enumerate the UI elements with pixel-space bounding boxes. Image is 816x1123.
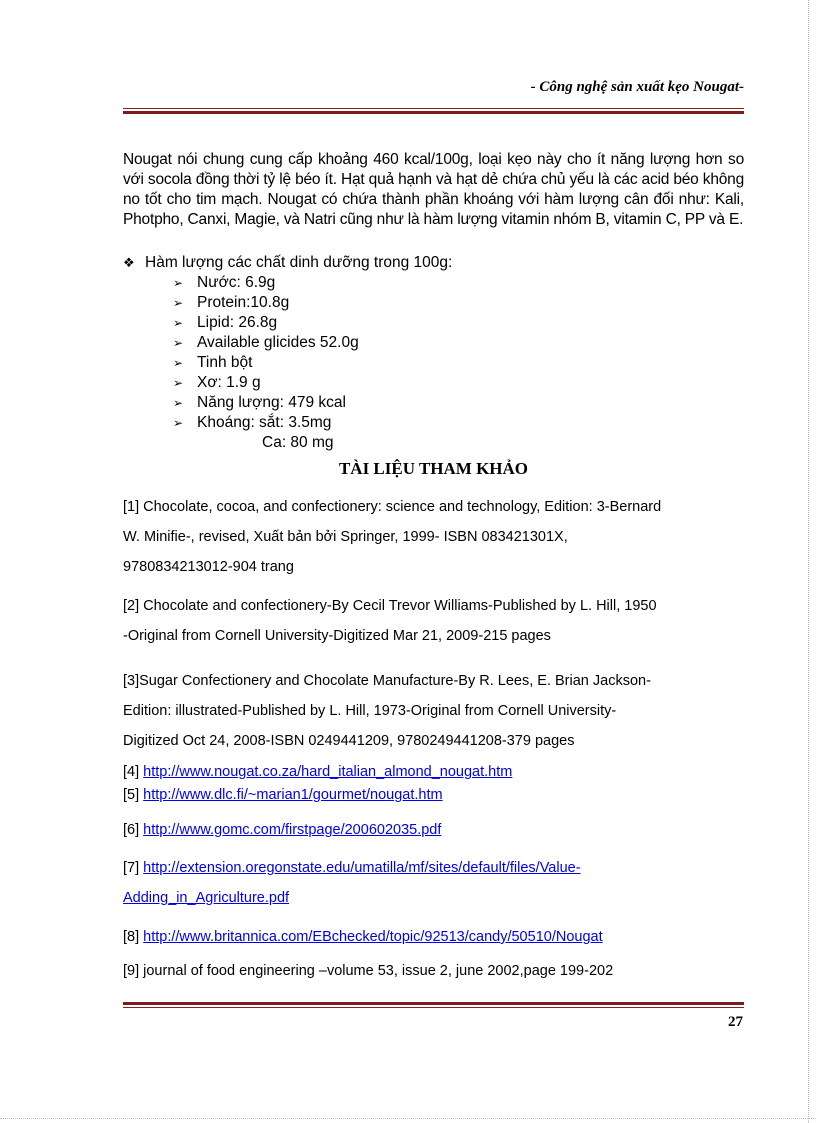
reference-7 bbox=[123, 853, 763, 913]
list-item bbox=[173, 313, 359, 333]
arrow-bullet-icon: ➢ bbox=[173, 416, 184, 430]
list-item-text: Available glicides 52.0g bbox=[197, 334, 359, 351]
header-rule bbox=[123, 108, 744, 114]
reference-4 bbox=[123, 762, 763, 782]
reference-6 bbox=[123, 820, 763, 840]
reference-1 bbox=[123, 492, 763, 582]
reference-label: [4] bbox=[123, 764, 140, 780]
reference-8 bbox=[123, 927, 763, 947]
arrow-bullet-icon: ➢ bbox=[173, 396, 184, 410]
nutrition-heading-text: Hàm lượng các chất dinh dưỡng trong 100g: bbox=[145, 254, 453, 271]
reference-2 bbox=[123, 591, 763, 651]
reference-link[interactable]: http://extension.oregonstate.edu/umatilla/mf/sites/default/files/Value- bbox=[143, 860, 581, 876]
mineral-ca: Ca: 80 mg bbox=[262, 434, 334, 451]
list-item bbox=[173, 373, 359, 393]
reference-line: W. Minifie-, revised, Xuất bản bởi Springer, 1999- ISBN 083421301X, bbox=[123, 529, 568, 545]
list-item bbox=[173, 353, 359, 373]
reference-line: Digitized Oct 24, 2008-ISBN 0249441209, 9780249441208-379 pages bbox=[123, 733, 575, 749]
reference-line: [1] Chocolate, cocoa, and confectionery: science and technology, Edition: 3-Bernard bbox=[123, 499, 662, 515]
list-item-text: Năng lượng: 479 kcal bbox=[197, 394, 346, 411]
reference-line: 9780834213012-904 trang bbox=[123, 559, 294, 575]
list-item-text: Lipid: 26.8g bbox=[197, 314, 278, 331]
arrow-bullet-icon: ➢ bbox=[173, 276, 184, 290]
page-edge-bottom bbox=[0, 1118, 816, 1119]
list-item bbox=[173, 273, 359, 293]
reference-line: [2] Chocolate and confectionery-By Cecil Trevor Williams-Published by L. Hill, 1950 bbox=[123, 598, 657, 614]
arrow-bullet-icon: ➢ bbox=[173, 296, 184, 310]
reference-link[interactable]: http://www.dlc.fi/~marian1/gourmet/nougat.htm bbox=[143, 787, 443, 803]
reference-line: -Original from Cornell University-Digitized Mar 21, 2009-215 pages bbox=[123, 628, 551, 644]
list-item-text: Tinh bột bbox=[197, 354, 253, 371]
nutrition-list bbox=[173, 273, 359, 433]
arrow-bullet-icon: ➢ bbox=[173, 316, 184, 330]
list-item bbox=[173, 293, 359, 313]
list-item bbox=[173, 333, 359, 353]
reference-link[interactable]: http://www.gomc.com/firstpage/200602035.pdf bbox=[143, 822, 442, 838]
arrow-bullet-icon: ➢ bbox=[173, 336, 184, 350]
list-item-text: Nước: 6.9g bbox=[197, 274, 276, 291]
page-number: 27 bbox=[728, 1014, 743, 1030]
reference-line: Edition: illustrated-Published by L. Hill, 1973-Original from Cornell University- bbox=[123, 703, 617, 719]
reference-label: [8] bbox=[123, 929, 140, 945]
reference-link-continued[interactable]: Adding_in_Agriculture.pdf bbox=[123, 890, 290, 906]
reference-label: [7] bbox=[123, 860, 140, 876]
list-item-text: Khoáng: sắt: 3.5mg bbox=[197, 414, 332, 431]
running-header: - Công nghệ sản xuất kẹo Nougat- bbox=[530, 79, 744, 95]
list-item bbox=[173, 413, 359, 433]
page-edge-right bbox=[808, 0, 809, 1123]
footer-rule bbox=[123, 1002, 744, 1008]
reference-5 bbox=[123, 785, 763, 805]
diamond-bullet-icon: ❖ bbox=[123, 255, 135, 270]
reference-label: [5] bbox=[123, 787, 140, 803]
reference-line: [3]Sugar Confectionery and Chocolate Manufacture-By R. Lees, E. Brian Jackson- bbox=[123, 673, 651, 689]
list-item-text: Protein:10.8g bbox=[197, 294, 290, 311]
list-item-text: Xơ: 1.9 g bbox=[197, 374, 261, 391]
arrow-bullet-icon: ➢ bbox=[173, 356, 184, 370]
reference-9: [9] journal of food engineering –volume 53, issue 2, june 2002,page 199-202 bbox=[123, 963, 614, 979]
reference-link[interactable]: http://www.nougat.co.za/hard_italian_almond_nougat.htm bbox=[143, 764, 513, 780]
nutrition-paragraph: Nougat nói chung cung cấp khoảng 460 kcal/100g, loại kẹo này cho ít năng lượng hơn so với socola đồng thời tỷ lệ béo ít. Hạt quả hạnh và hạt dẻ chứa chủ yếu là các acid béo không no tốt cho tim mạch. Nougat có chứa thành phần khoáng với hàm lượng cân đối như: Kali, Photpho, Canxi, Magie, và Natri cũng như là hàm lượng vitamin nhóm B, vitamin C, PP và E. bbox=[123, 151, 744, 228]
reference-link[interactable]: http://www.britannica.com/EBchecked/topic/92513/candy/50510/Nougat bbox=[143, 929, 603, 945]
references-title: TÀI LIỆU THAM KHẢO bbox=[338, 459, 529, 478]
list-item bbox=[173, 393, 359, 413]
nutrition-heading bbox=[123, 253, 452, 273]
arrow-bullet-icon: ➢ bbox=[173, 376, 184, 390]
reference-3 bbox=[123, 666, 763, 756]
reference-label: [6] bbox=[123, 822, 140, 838]
